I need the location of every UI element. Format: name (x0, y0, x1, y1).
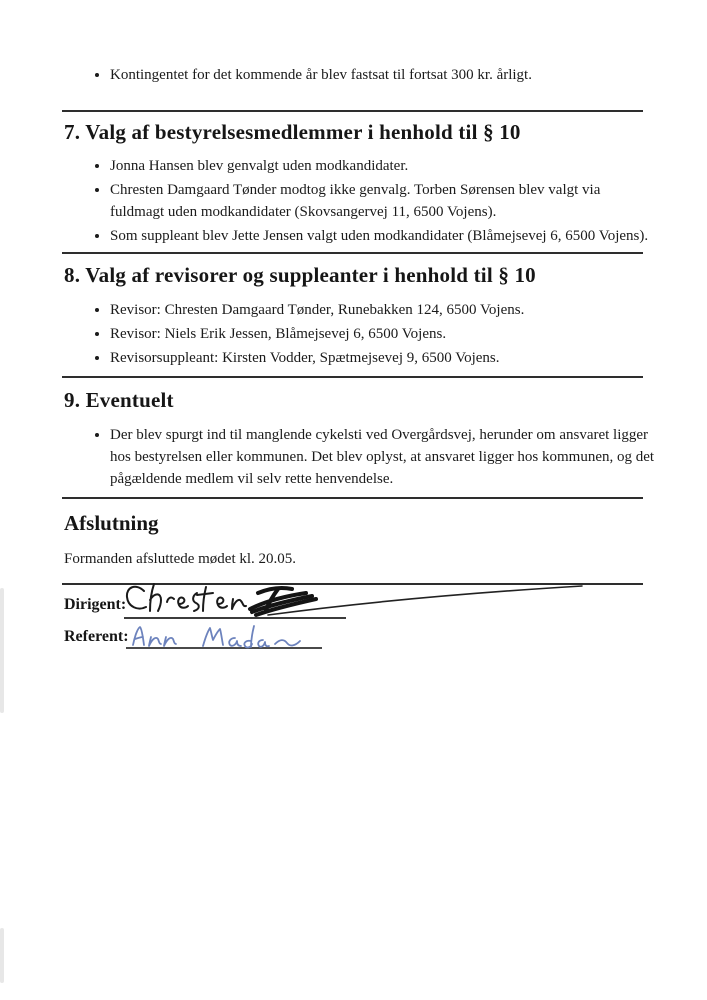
list-item: • Revisorsuppleant: Kirsten Vodder, Spætmejsevej 9, 6500 Vojens. (110, 347, 658, 369)
dirigent-label: Dirigent: (64, 596, 127, 613)
list-item: • Revisor: Chresten Damgaard Tønder, Runebakken 124, 6500 Vojens. (110, 299, 658, 321)
referent-handwritten-signature (123, 621, 338, 651)
section-7-list (88, 155, 658, 249)
list-item: • Revisor: Niels Erik Jessen, Blåmejsevej 6, 6500 Vojens. (110, 323, 658, 345)
referent-label: Referent: (64, 628, 129, 645)
section-9-list (88, 424, 658, 492)
scan-artifact (0, 588, 4, 713)
scan-artifact (0, 928, 4, 983)
list-item: • Jonna Hansen blev genvalgt uden modkandidater. (110, 155, 658, 177)
section-divider (62, 497, 643, 499)
section-9-heading: 9. Eventuelt (64, 388, 174, 412)
section-8-list (88, 299, 658, 371)
list-item: • Som suppleant blev Jette Jensen valgt uden modkandidater (Blåmejsevej 6, 6500 Vojens). (110, 225, 658, 247)
intro-bullet-item: • Kontingentet for det kommende år blev fastsat til fortsat 300 kr. årligt. (110, 64, 670, 86)
list-item: • Der blev spurgt ind til manglende cykelsti ved Overgårdsvej, herunder om ansvaret ligger hos bestyrelsen eller kommunen. Det blev oplyst, at ansvaret ligger hos kommunen, og det pågældende medlem vil selv rette henvendelse. (110, 424, 658, 490)
list-item: • Chresten Damgaard Tønder modtog ikke genvalg. Torben Sørensen blev valgt via fuldmagt uden modkandidater (Skovsangervej 11, 6500 Vojens). (110, 179, 658, 223)
section-7-heading: 7. Valg af bestyrelsesmedlemmer i henhold til § 10 (64, 120, 521, 144)
closing-heading: Afslutning (64, 511, 159, 535)
section-divider (62, 110, 643, 112)
closing-body: Formanden afsluttede mødet kl. 20.05. (64, 551, 297, 567)
section-divider (62, 252, 643, 254)
intro-bullet-list (88, 64, 670, 86)
section-8-heading: 8. Valg af revisorer og suppleanter i henhold til § 10 (64, 263, 536, 287)
dirigent-handwritten-signature (120, 581, 600, 623)
section-divider (62, 376, 643, 378)
